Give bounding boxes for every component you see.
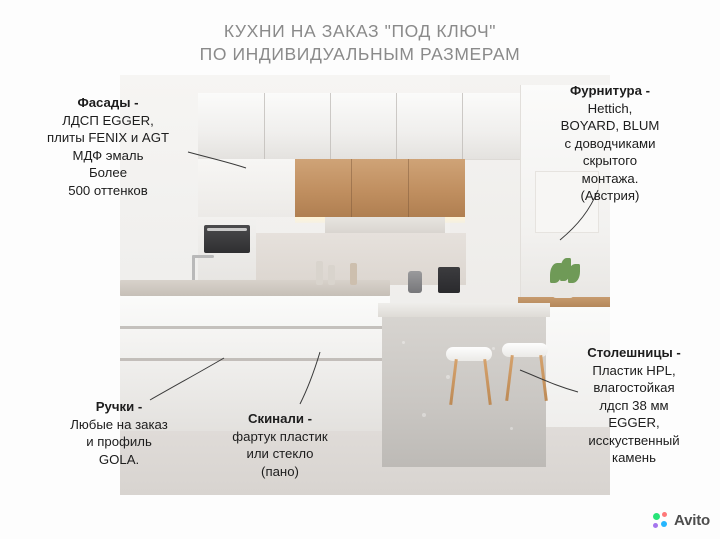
- callout-skinali-line: фартук пластик: [232, 428, 328, 444]
- title-line-1: КУХНИ НА ЗАКАЗ "ПОД КЛЮЧ": [223, 21, 497, 41]
- callout-facades-heading: Фасады -: [77, 95, 139, 110]
- callout-handles: [44, 398, 194, 468]
- callout-skinali: [210, 410, 350, 480]
- avito-wordmark: Avito: [674, 512, 710, 529]
- callout-furniture-line: скрытого: [582, 153, 638, 168]
- callout-handles-line: и профиль: [86, 434, 152, 449]
- callout-furniture-heading: Фурнитура -: [570, 83, 650, 98]
- backsplash: [256, 233, 466, 285]
- faucet: [192, 255, 195, 281]
- callout-countertops: [556, 344, 712, 467]
- faucet-arm: [192, 255, 214, 258]
- callout-facades-line: ЛДСП EGGER,: [62, 112, 154, 128]
- callout-countertops-line: влагостойкая: [593, 380, 675, 395]
- callout-handles-heading: Ручки -: [95, 399, 143, 414]
- callout-countertops-heading: Столешницы -: [587, 345, 681, 360]
- callout-furniture-line: (Австрия): [580, 188, 640, 203]
- callout-furniture-line: монтажа.: [581, 170, 639, 186]
- callout-furniture-line: Hettich,: [587, 100, 633, 116]
- callout-countertops-line: EGGER,: [608, 415, 660, 430]
- callout-facades-line: МДФ эмаль: [72, 147, 144, 163]
- page-title: [0, 20, 720, 66]
- callout-skinali-heading: Скинали -: [247, 411, 313, 426]
- island-body: [382, 317, 546, 467]
- callout-furniture-line: BOYARD, BLUM: [560, 118, 660, 133]
- callout-skinali-line: или стекло: [246, 446, 314, 461]
- callout-countertops-line: лдсп 38 мм: [599, 397, 669, 413]
- callout-countertops-line: исскуственный: [588, 432, 680, 448]
- callout-countertops-line: Пластик HPL,: [592, 362, 676, 378]
- kettle: [408, 271, 422, 293]
- coffee-machine: [438, 267, 460, 293]
- callout-skinali-line: (пано): [261, 463, 299, 479]
- jar: [350, 263, 357, 285]
- callout-facades-line: Более: [88, 165, 128, 180]
- avito-logo-icon: [653, 512, 670, 529]
- callout-facades: [28, 94, 188, 199]
- oven-handle: [207, 228, 247, 231]
- callout-countertops-line: камень: [612, 450, 656, 465]
- island-countertop: [378, 303, 550, 317]
- bottle: [316, 261, 323, 285]
- upper-cabinet-left-white: [198, 159, 296, 217]
- upper-cabinets-wood: [295, 159, 465, 217]
- upper-cabinets-white: [198, 93, 528, 160]
- callout-handles-line: GOLA.: [98, 451, 140, 467]
- callout-furniture: [524, 82, 696, 205]
- range-hood: [325, 217, 445, 233]
- callout-furniture-line: с доводчиками: [564, 135, 656, 151]
- bottle: [328, 265, 335, 285]
- callout-facades-line: плиты FENIX и AGT: [46, 130, 170, 145]
- callout-facades-line: 500 оттенков: [68, 182, 148, 198]
- title-line-2: ПО ИНДИВИДУАЛЬНЫМ РАЗМЕРАМ: [199, 44, 521, 64]
- callout-handles-line: Любые на заказ: [70, 416, 168, 432]
- avito-watermark: [653, 512, 710, 529]
